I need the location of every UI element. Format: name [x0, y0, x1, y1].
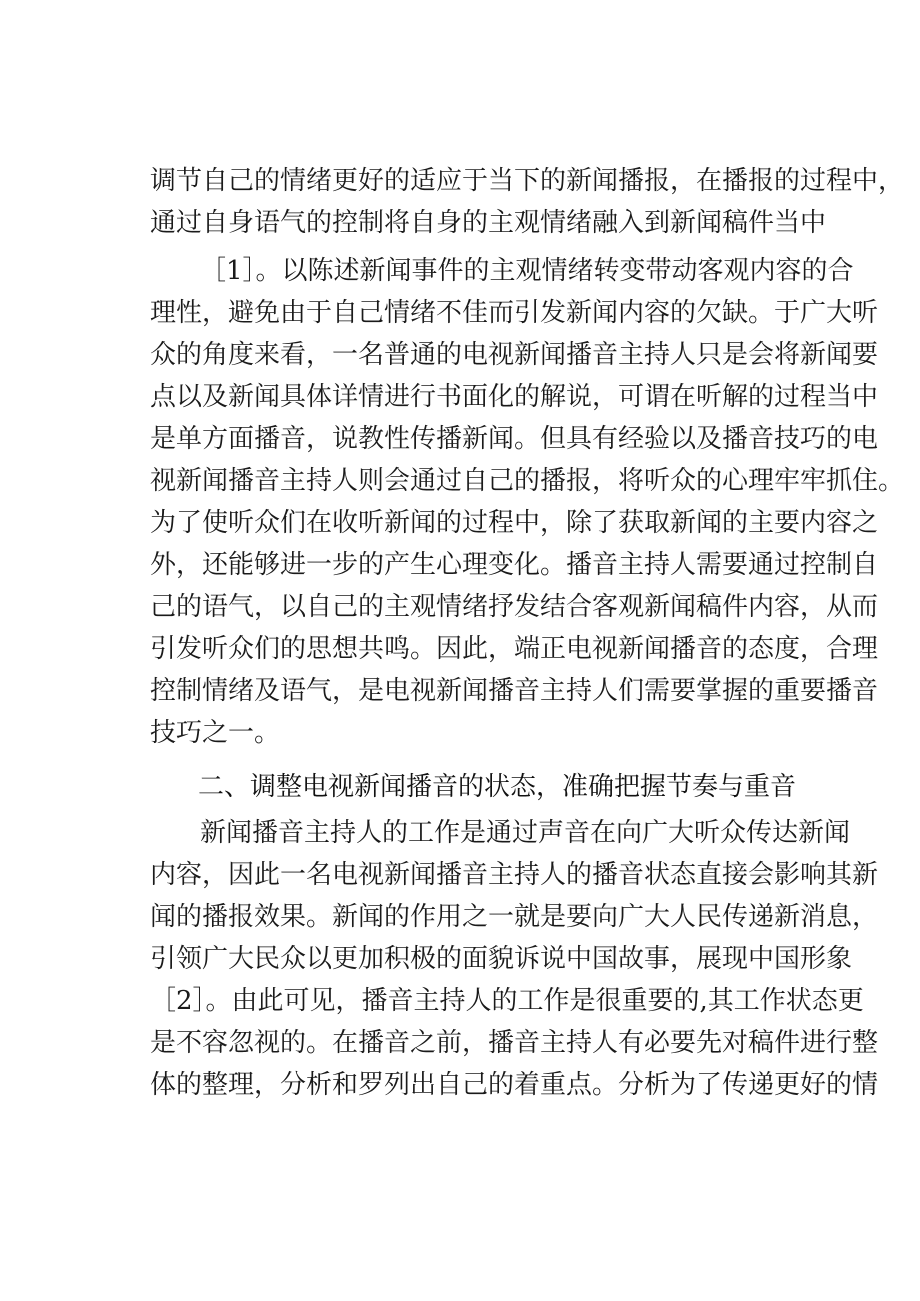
paragraph-3-line-4: 引领广大民众以更加积极的面貌诉说中国故事，展现中国形象	[150, 944, 853, 974]
paragraph-3-line-3: 闻的播报效果。新闻的作用之一就是要向广大人民传递新消息，	[150, 902, 879, 932]
paragraph-3-line-7: 体的整理，分析和罗列出自己的着重点。分析为了传递更好的情	[150, 1070, 879, 1100]
paragraph-2-line-3: 众的角度来看，一名普通的电视新闻播音主持人只是会将新闻要	[150, 340, 879, 370]
section-heading: 二、调整电视新闻播音的状态，准确把握节奏与重音	[198, 772, 797, 802]
paragraph-2-line-9: 己的语气，以自己的主观情绪抒发结合客观新闻稿件内容，从而	[150, 592, 879, 622]
paragraph-2-line-7: 为了使听众们在收听新闻的过程中，除了获取新闻的主要内容之	[150, 508, 879, 538]
paragraph-3-line-1: 新闻播音主持人的工作是通过声音在向广大听众传达新闻	[200, 818, 851, 848]
paragraph-1-line-2: 通过自身语气的控制将自身的主观情绪融入到新闻稿件当中	[150, 208, 827, 238]
paragraph-2-line-10: 引发听众们的思想共鸣。因此，端正电视新闻播音的态度，合理	[150, 634, 879, 664]
paragraph-2-line-4: 点以及新闻具体详情进行书面化的解说，可谓在听解的过程当中	[150, 382, 879, 412]
paragraph-3-line-5: ［2］。由此可见，播音主持人的工作是很重要的,其工作状态更	[150, 986, 864, 1016]
paragraph-3-line-6: 是不容忽视的。在播音之前，播音主持人有必要先对稿件进行整	[150, 1028, 879, 1058]
paragraph-2-line-6: 视新闻播音主持人则会通过自己的播报，将听众的心理牢牢抓住。	[150, 466, 905, 496]
paragraph-2-line-11: 控制情绪及语气，是电视新闻播音主持人们需要掌握的重要播音	[150, 676, 879, 706]
paragraph-1-line-1: 调节自己的情绪更好的适应于当下的新闻播报，在播报的过程中，	[150, 166, 905, 196]
paragraph-2-line-8: 外，还能够进一步的产生心理变化。播音主持人需要通过控制自	[150, 550, 879, 580]
paragraph-2-line-1: ［1］。以陈述新闻事件的主观情绪转变带动客观内容的合	[200, 256, 854, 286]
paragraph-3-line-2: 内容，因此一名电视新闻播音主持人的播音状态直接会影响其新	[150, 860, 879, 890]
paragraph-2-line-2: 理性，避免由于自己情绪不佳而引发新闻内容的欠缺。于广大听	[150, 298, 879, 328]
paragraph-2-line-12: 技巧之一。	[150, 718, 281, 748]
paragraph-2-line-5: 是单方面播音，说教性传播新闻。但具有经验以及播音技巧的电	[150, 424, 879, 454]
